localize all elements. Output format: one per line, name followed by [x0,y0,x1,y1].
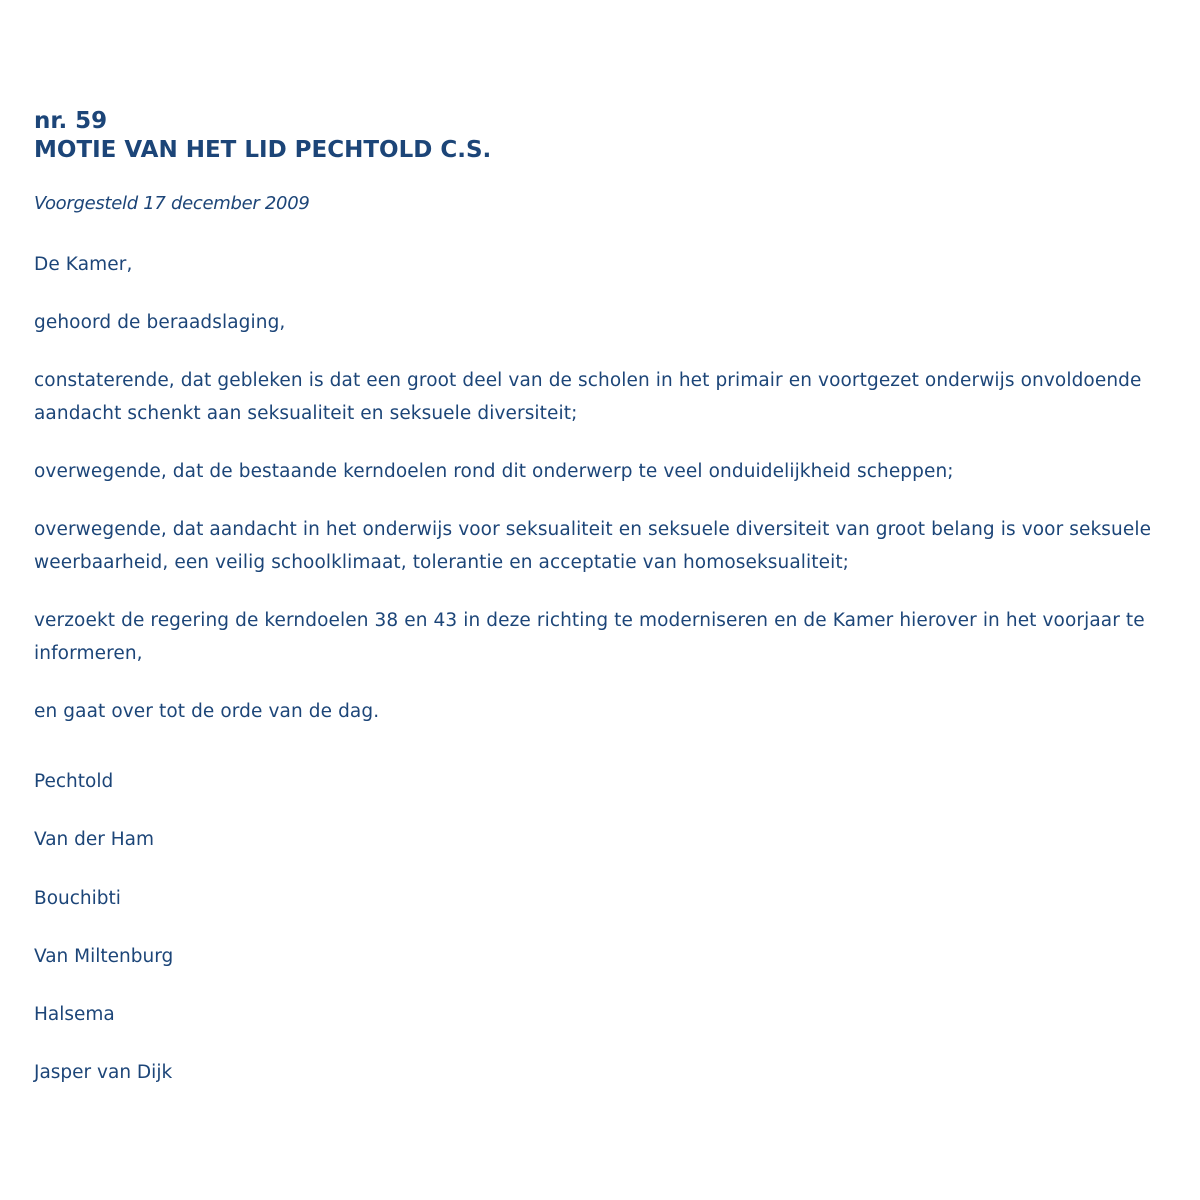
signatory: Van der Ham [34,829,155,851]
motion-header [34,107,491,165]
request-clause: verzoekt de regering de kerndoelen 38 en 43 in deze richting te moderniseren en de Kamer hierover in het voorjaar te informeren, [34,610,1145,664]
signatory: Pechtold [34,771,114,792]
signatories-list [34,765,173,1115]
considering-clause-2: overwegende, dat de bestaande kerndoelen rond dit onderwerp te veel onduidelijkheid scheppen; [34,461,954,482]
motion-body [34,248,1169,753]
proposed-date: Voorgesteld 17 december 2009 [34,193,310,214]
motion-title: MOTIE VAN HET LID PECHTOLD C.S. [34,137,492,163]
signatory: Van Miltenburg [34,945,174,967]
considering-clause-3: overwegende, dat aandacht in het onderwijs voor seksualiteit en seksuele diversiteit van groot belang is voor seksuele weerbaarheid, een veilig schoolklimaat, tolerantie en acceptatie van homoseksualiteit; [34,519,1152,573]
addressee: De Kamer, [34,254,133,275]
signatory: Bouchibti [34,887,121,909]
closing-clause: en gaat over tot de orde van de dag. [34,701,380,722]
motion-number: nr. 59 [34,108,108,134]
considering-clause-1: constaterende, dat gebleken is dat een groot deel van de scholen in het primair en voortgezet onderwijs onvoldoende aandacht schenkt aan seksualiteit en seksuele diversiteit; [34,370,1142,424]
signatory: Halsema [34,1004,115,1026]
signatory: Jasper van Dijk [34,1062,173,1084]
heard-clause: gehoord de beraadslaging, [34,312,286,333]
